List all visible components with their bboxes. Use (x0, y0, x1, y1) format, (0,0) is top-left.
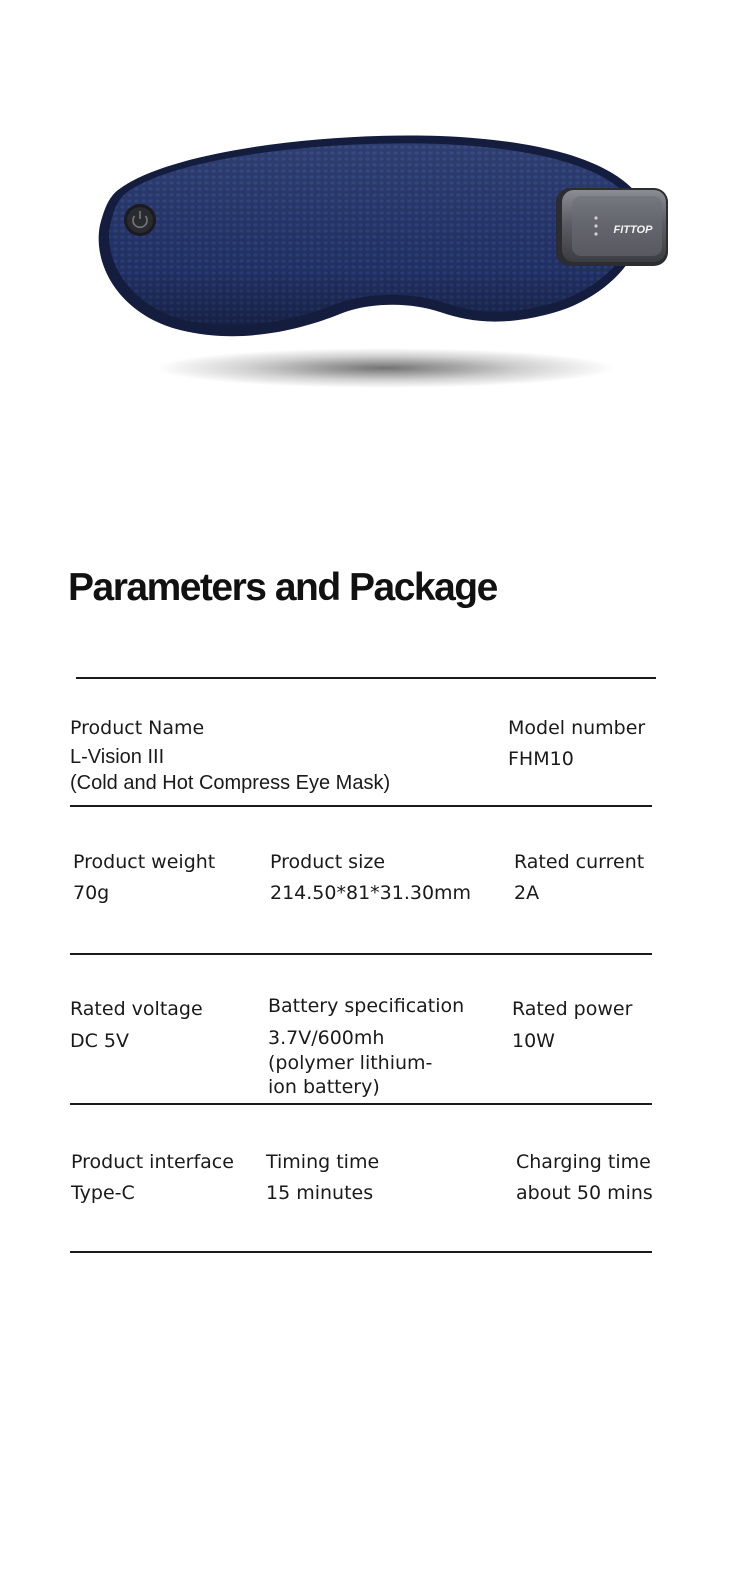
product-interface-label: Product interface (71, 1151, 234, 1173)
brand-logo: FITTOP (613, 224, 653, 236)
battery-spec-detail: (polymer lithium- (268, 1052, 433, 1074)
page-title: Parameters and Package (68, 566, 497, 609)
timing-time-label: Timing time (266, 1151, 380, 1173)
product-size-label: Product size (270, 851, 386, 873)
rated-voltage-value: DC 5V (70, 1030, 130, 1052)
eye-mask-illustration (0, 0, 750, 420)
product-size-value: 214.50*81*31.30mm (270, 882, 472, 904)
battery-spec-value: 3.7V/600mh (268, 1027, 385, 1049)
product-image (0, 0, 750, 420)
timing-time-value: 15 minutes (266, 1182, 374, 1204)
charging-time-label: Charging time (516, 1151, 651, 1173)
product-name-subtitle: (Cold and Hot Compress Eye Mask) (70, 772, 391, 794)
model-number-value: FHM10 (508, 748, 574, 770)
charging-time-value: about 50 mins (516, 1182, 653, 1204)
rated-power-label: Rated power (512, 998, 633, 1020)
controller-unit (556, 188, 668, 266)
power-button-icon (124, 204, 156, 236)
rated-current-value: 2A (514, 882, 540, 904)
product-weight-value: 70g (73, 882, 110, 904)
battery-spec-label: Battery specification (268, 995, 465, 1017)
divider (70, 805, 652, 807)
divider (76, 677, 656, 679)
mask-shadow (155, 348, 615, 388)
divider (70, 953, 652, 955)
battery-spec-detail: ion battery) (268, 1076, 380, 1098)
product-interface-value: Type-C (71, 1182, 135, 1204)
divider (70, 1103, 652, 1105)
model-number-label: Model number (508, 717, 646, 739)
rated-current-label: Rated current (514, 851, 645, 873)
rated-power-value: 10W (512, 1030, 555, 1052)
product-name-label: Product Name (70, 717, 205, 739)
divider (70, 1251, 652, 1253)
product-name-value: L-Vision III (70, 746, 165, 768)
rated-voltage-label: Rated voltage (70, 998, 203, 1020)
product-weight-label: Product weight (73, 851, 216, 873)
